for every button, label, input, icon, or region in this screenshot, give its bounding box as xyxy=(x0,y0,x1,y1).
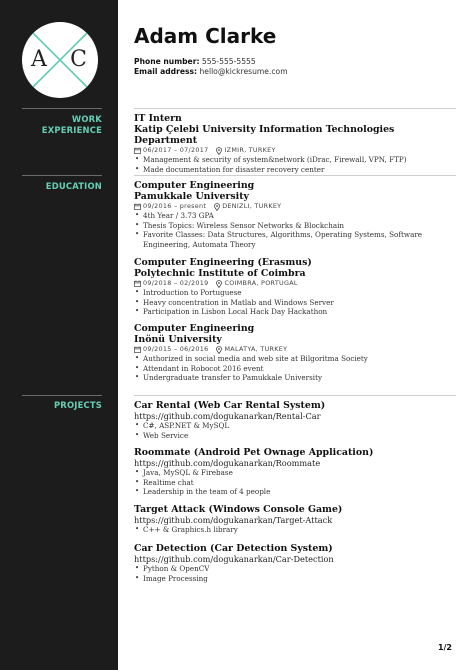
education-dates: 09/2015 – 06/2016 xyxy=(143,345,209,353)
education-org: Pamukkale University xyxy=(134,191,249,202)
list-item: • Thesis Topics: Wireless Sensor Networks & Blockchain xyxy=(134,221,454,231)
project-title: Car Detection (Car Detection System) xyxy=(134,543,333,554)
education-meta xyxy=(134,202,454,211)
project-title: Car Rental (Web Car Rental System) xyxy=(134,400,326,411)
list-item: • Made documentation for disaster recovery center xyxy=(134,165,454,175)
project-entry xyxy=(134,447,454,497)
monogram-logo xyxy=(22,22,98,98)
divider-work xyxy=(134,108,456,109)
section-label-work: WORK EXPERIENCE xyxy=(41,114,102,135)
contact-phone xyxy=(134,57,256,67)
calendar-icon xyxy=(134,280,141,287)
education-location: MALATYA, TURKEY xyxy=(224,345,288,353)
project-bullets xyxy=(134,564,454,583)
list-item: • Introduction to Portuguese xyxy=(134,288,454,298)
contact-email xyxy=(134,67,288,77)
list-item: • Authorized in social media and web site at Bilgoritma Society xyxy=(134,354,454,364)
phone-label: Phone number: xyxy=(134,57,200,66)
sidebar-divider-education xyxy=(22,175,102,176)
work-entry xyxy=(134,113,454,174)
location-pin-icon xyxy=(216,147,222,155)
education-bullets xyxy=(134,288,454,317)
project-entry xyxy=(134,504,454,535)
project-entry xyxy=(134,400,454,440)
project-bullets xyxy=(134,468,454,497)
calendar-icon xyxy=(134,203,141,210)
list-item: • C#, ASP.NET & MySQL xyxy=(134,421,454,431)
education-dates: 09/2016 – present xyxy=(143,202,207,210)
education-org: Polytechnic Institute of Coimbra xyxy=(134,268,306,279)
list-item: • Image Processing xyxy=(134,574,454,584)
work-bullets xyxy=(134,155,454,174)
education-dates: 09/2018 – 02/2019 xyxy=(143,279,209,287)
location-pin-icon xyxy=(214,203,220,211)
work-title: IT Intern xyxy=(134,113,182,124)
education-location: DENIZLI, TURKEY xyxy=(222,202,282,210)
project-link[interactable]: https://github.com/dogukanarkan/Roommate xyxy=(134,458,321,468)
list-item: • 4th Year / 3.73 GPA xyxy=(134,211,454,221)
divider-education xyxy=(134,175,456,176)
divider-projects xyxy=(134,395,456,396)
education-entry xyxy=(134,323,454,383)
email-value: hello@kickresume.com xyxy=(199,67,288,76)
education-bullets xyxy=(134,354,454,383)
education-location: COIMBRA, PORTUGAL xyxy=(224,279,298,287)
education-title: Computer Engineering xyxy=(134,323,255,334)
education-meta xyxy=(134,345,454,354)
list-item: • Python & OpenCV xyxy=(134,564,454,574)
project-link[interactable]: https://github.com/dogukanarkan/Target-Attack xyxy=(134,515,333,525)
project-link[interactable]: https://github.com/dogukanarkan/Car-Detection xyxy=(134,554,334,564)
list-item: • Favorite Classes: Data Structures, Algorithms, Operating Systems, Software Engineering, Automata Theory xyxy=(134,230,454,249)
work-location: IZMIR, TURKEY xyxy=(224,146,276,154)
calendar-icon xyxy=(134,147,141,154)
list-item: • Heavy concentration in Matlab and Windows Server xyxy=(134,298,454,308)
education-meta xyxy=(134,279,454,288)
calendar-icon xyxy=(134,346,141,353)
education-entry xyxy=(134,257,454,317)
project-entry xyxy=(134,543,454,583)
project-bullets xyxy=(134,421,454,440)
list-item: • Attendant in Robocot 2016 event xyxy=(134,364,454,374)
list-item: • Java, MySQL & Firebase xyxy=(134,468,454,478)
location-pin-icon xyxy=(216,346,222,354)
work-org: Katip Çelebi University Information Technologies Department xyxy=(134,124,395,146)
sidebar-divider-projects xyxy=(22,395,102,396)
list-item: • Realtime chat xyxy=(134,478,454,488)
initial-last: C xyxy=(70,47,87,72)
section-label-education: EDUCATION xyxy=(45,181,102,191)
education-org: Inönü University xyxy=(134,334,222,345)
sidebar-divider-work xyxy=(22,108,102,109)
project-title: Roommate (Android Pet Ownage Application) xyxy=(134,447,374,458)
education-title: Computer Engineering (Erasmus) xyxy=(134,257,312,268)
list-item: • C++ & Graphics.h library xyxy=(134,525,454,535)
phone-value: 555-555-5555 xyxy=(201,57,256,66)
list-item: • Undergraduate transfer to Pamukkale University xyxy=(134,373,454,383)
work-dates: 06/2017 – 07/2017 xyxy=(143,146,209,154)
education-title: Computer Engineering xyxy=(134,180,255,191)
education-bullets xyxy=(134,211,454,249)
section-label-projects: PROJECTS xyxy=(53,400,102,410)
project-link[interactable]: https://github.com/dogukanarkan/Rental-Car xyxy=(134,411,321,421)
education-entry xyxy=(134,180,454,249)
email-label: Email address: xyxy=(134,67,198,76)
initial-first: A xyxy=(31,47,47,72)
page-number: 1/2 xyxy=(437,643,452,652)
project-bullets xyxy=(134,525,454,535)
list-item: • Participation in Lisbon Local Hack Day Hackathon xyxy=(134,307,454,317)
location-pin-icon xyxy=(216,280,222,288)
work-meta xyxy=(134,146,454,155)
candidate-name: Adam Clarke xyxy=(134,24,277,48)
list-item: • Management & security of system&network (iDrac, Firewall, VPN, FTP) xyxy=(134,155,454,165)
list-item: • Web Service xyxy=(134,431,454,441)
sidebar xyxy=(0,0,118,670)
list-item: • Leadership in the team of 4 people xyxy=(134,487,454,497)
project-title: Target Attack (Windows Console Game) xyxy=(134,504,343,515)
